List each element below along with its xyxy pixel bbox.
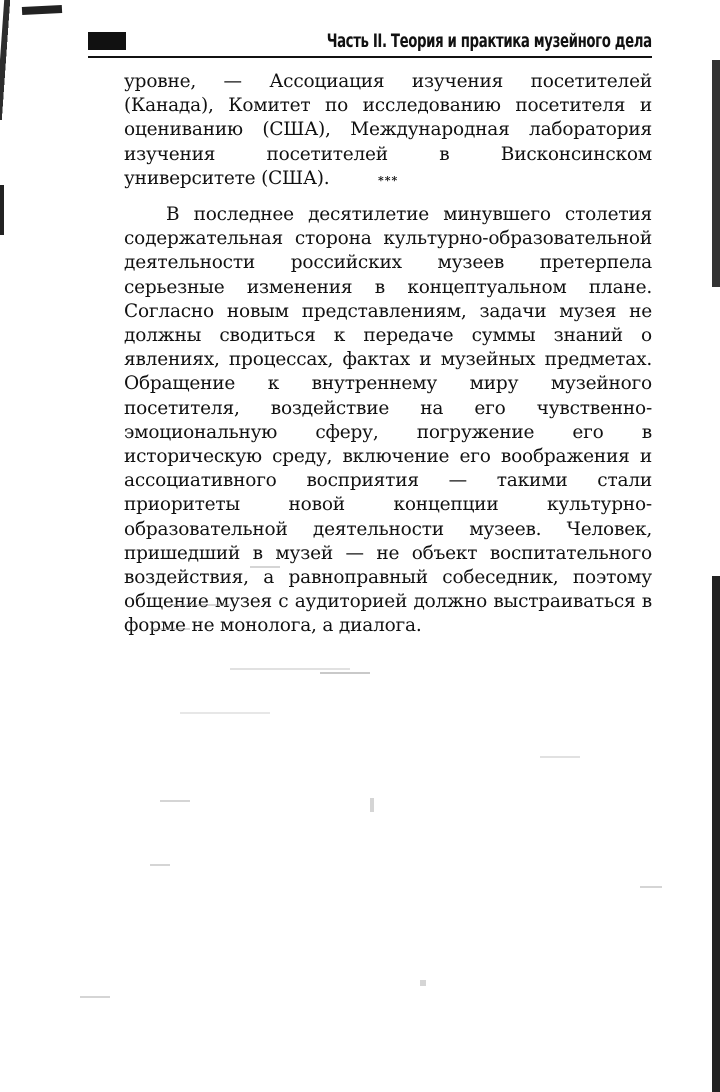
scan-corner-mark xyxy=(22,5,62,15)
section-separator: *** xyxy=(378,174,399,187)
page-number-block xyxy=(88,32,126,50)
running-title: Часть II. Теория и практика музейного дела xyxy=(326,30,652,52)
scan-side-mark xyxy=(0,185,4,235)
scan-right-edge xyxy=(712,60,720,1092)
paragraph-continued: уровне, — Ассоциация изучения посетителей (Канада), Комитет по исследованию посетителя и оцениванию (США), Международная лаборатория изучения посетителей в Висконсинском университете (США). xyxy=(124,71,652,189)
page-header xyxy=(88,28,652,58)
paragraph-main: В последнее десятилетие минувшего столетия содержательная сторона культурно-образовательной деятельности российских музеев претерпела серьезные изменения в концептуальном плане. Согласно новым представлениям, задачи музея не должны сводиться к передаче суммы знаний о явлениях, процессах, фактах и музейных предметах. Обращение к внутреннему миру музейного посетителя, воздействие на его чувственно-эмоциональную сферу, погружение его в историческую среду, включение его воображения и ассоциативного восприятия — такими стали приоритеты новой концепции культурно-образовательной деятельности музеев. Человек, пришедший в музей — не объект воспитательного воздействия, а равноправный собеседник, поэтому общение музея с аудиторией должно выстраиваться в форме не монолога, а диалога. xyxy=(124,204,652,637)
scan-edge-shadow xyxy=(0,0,32,120)
